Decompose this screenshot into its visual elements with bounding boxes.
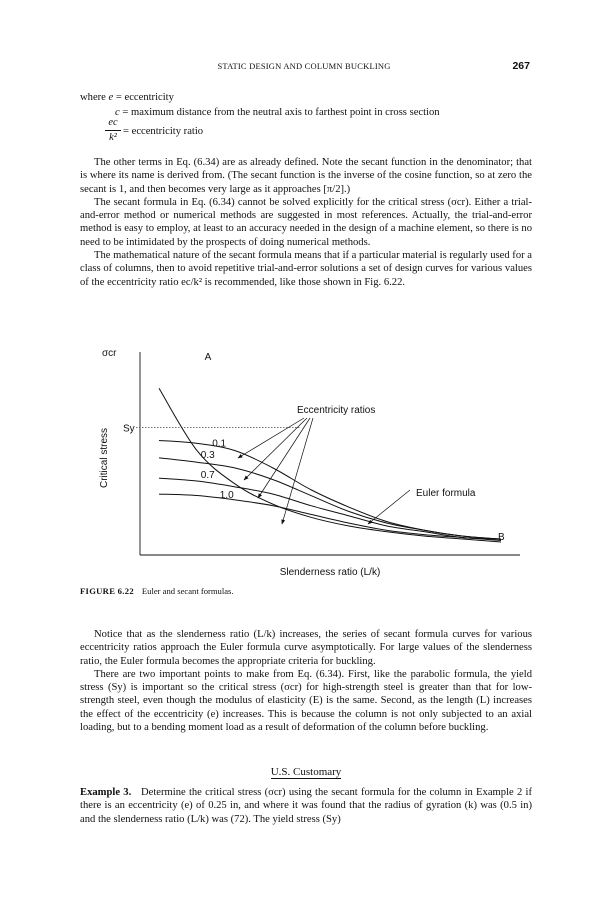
fraction-numerator: ec bbox=[108, 117, 118, 128]
page-number: 267 bbox=[512, 60, 530, 72]
running-head bbox=[80, 60, 530, 74]
paragraph: Notice that as the slenderness ratio (L/k) increases, the series of secant formula curves for various eccentricity ratios approach the Euler formula curve asymptotically. For large values of the slenderness ratio, the Euler formula becomes the appropriate criteria for buckling. bbox=[80, 629, 532, 667]
y-axis-symbol: σcr bbox=[102, 348, 117, 359]
eccentricity-ratio-fraction bbox=[105, 117, 121, 144]
paragraph: The other terms in Eq. (6.34) are as already defined. Note the secant function in the denominator; that is where its name is derived from. (The secant function is the inverse of the cosine function, so at zero the secant is 1, and then becomes very large as it approaches [π/2].) bbox=[80, 157, 532, 195]
figure-6-22 bbox=[80, 340, 532, 580]
example-label: Example 3. bbox=[80, 787, 132, 798]
figure-caption-text: Euler and secant formulas. bbox=[141, 586, 234, 596]
y-axis-label: Critical stress bbox=[99, 427, 110, 489]
euler-formula-label: Euler formula bbox=[416, 488, 476, 499]
euler-pointer bbox=[368, 490, 410, 524]
definition-symbol: c bbox=[115, 107, 120, 118]
ratio-label-0-1: 0.1 bbox=[212, 438, 227, 450]
figure-label: FIGURE 6.22 bbox=[80, 586, 134, 596]
definition-eccentricity-ratio bbox=[123, 126, 203, 137]
label-a: A bbox=[204, 352, 212, 363]
fraction-denominator: k² bbox=[109, 132, 117, 143]
body-text-top bbox=[80, 156, 532, 289]
definition-prefix: where bbox=[80, 92, 109, 103]
running-head-title: STATIC DESIGN AND COLUMN BUCKLING bbox=[217, 61, 391, 71]
yield-label: Sy bbox=[123, 423, 135, 435]
body-text-bottom bbox=[80, 628, 532, 734]
definition-c bbox=[115, 107, 440, 118]
ratio-label-1-0: 1.0 bbox=[219, 489, 234, 501]
example-paragraph bbox=[80, 786, 532, 826]
euler-secant-chart bbox=[80, 340, 532, 580]
figure-caption bbox=[80, 586, 234, 596]
label-b: B bbox=[498, 532, 505, 543]
ratio-label-0-3: 0.3 bbox=[200, 450, 215, 462]
example-text: Determine the critical stress (σcr) using the secant formula for the column in Example 2 if there is an eccentricity (e) of 0.25 in, and where it was found that the radius of gyration (k) was (0.5 in) and the slenderness ratio (L/k) was (72). The yield stress (Sy) bbox=[80, 787, 532, 825]
paragraph: The secant formula in Eq. (6.34) cannot be solved explicitly for the critical stress (σcr). Either a trial-and-error method or numerical methods are suggested in most references. Actually, the trial-and-error method is easy to employ, at least to an accuracy needed in the design of a machine element, so there is no need to be intimidated by the prospects of doing numerical methods. bbox=[80, 196, 532, 248]
x-axis-label: Slenderness ratio (L/k) bbox=[279, 567, 381, 578]
eccentricity-ratios-label: Eccentricity ratios bbox=[297, 405, 376, 416]
subheading-text: U.S. Customary bbox=[270, 766, 342, 778]
definition-text: = maximum distance from the neutral axis to farthest point in cross section bbox=[119, 107, 440, 118]
definition-text: = eccentricity ratio bbox=[123, 126, 204, 137]
eccentricity-pointer-1 bbox=[238, 418, 304, 458]
paragraph: There are two important points to make from Eq. (6.34). First, like the parabolic formula, the yield stress (Sy) is important so the critical stress (σcr) for high-strength steel is greater than that for low-strength steel, even though the modulus of elasticity (E) is the same. Second, as the length (L) increases the effect of the eccentricity (e) increases. This is because the column is not only subjected to an axial loading, but to a bending moment load as a result of deformation of the column before buckling. bbox=[80, 668, 532, 734]
example-block bbox=[80, 786, 532, 826]
paragraph: The mathematical nature of the secant formula means that if a particular material is regularly used for a class of columns, then to avoid repetitive trial-and-error solutions a set of design curves for various values of the eccentricity ratio ec/k² is recommended, like those shown in Fig. 6.22. bbox=[80, 250, 532, 288]
definition-text: = eccentricity bbox=[113, 92, 174, 103]
definition-symbol: e bbox=[108, 92, 114, 103]
secant-curve-1-0 bbox=[159, 494, 501, 540]
eccentricity-pointer-4 bbox=[282, 418, 313, 524]
definition-e bbox=[80, 92, 174, 103]
ratio-label-0-7: 0.7 bbox=[200, 470, 215, 482]
fraction-bar bbox=[105, 130, 121, 131]
section-subheading bbox=[80, 766, 532, 778]
